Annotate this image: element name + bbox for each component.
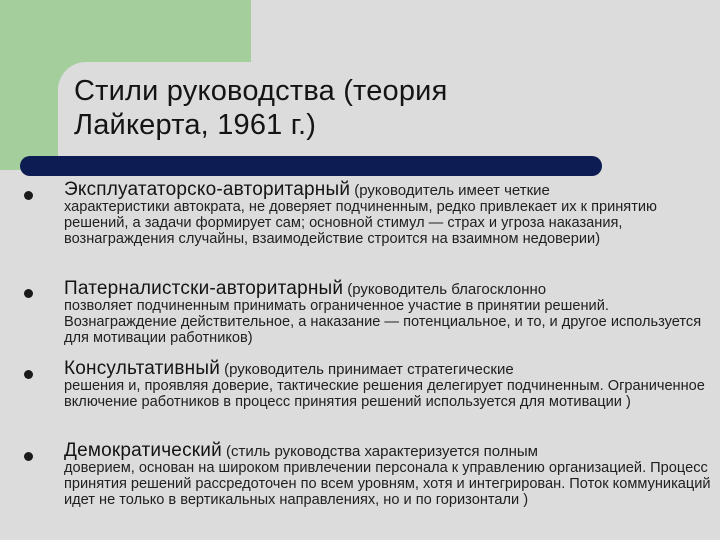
- slide-title-line-1: Стили руководства (теория: [74, 75, 448, 107]
- list-item-lead: (стиль руководства характеризуется полным: [225, 443, 538, 460]
- list-item-text: [64, 440, 714, 508]
- list-item-text: [64, 358, 714, 410]
- list-item-body: решения и, проявляя доверие, тактические решения делегирует подчиненным. Ограниченное включение работников в процесс принятия решений используется для мотивации ): [64, 378, 705, 410]
- bullet-icon: [24, 191, 33, 200]
- bullet-icon: [24, 452, 33, 461]
- bullet-icon: [24, 370, 33, 379]
- list-item-lead: (руководитель принимает стратегические: [224, 361, 514, 378]
- list-item-heading: Эксплуататорско-авторитарный: [64, 179, 351, 200]
- list-item-body: доверием, основан на широком привлечении персонала к управлению организацией. Процесс принятия решений рассредоточен по всем уровням, хотя и интегрирован. Поток коммуникаций идет не только в вертикальных направлениях, но и по горизонтали ): [64, 460, 711, 508]
- list-item-lead: (руководитель имеет четкие: [354, 182, 550, 199]
- list-item-body: позволяет подчиненным принимать ограниченное участие в принятии решений. Вознаграждение действительное, а наказание — потенциальное, и то, и другое используется для мотивации работников): [64, 298, 702, 346]
- list-item-text: [64, 179, 714, 247]
- list-item-heading: Демократический: [64, 440, 222, 461]
- list-item-lead: (руководитель благосклонно: [347, 281, 547, 298]
- list-item-heading: Патерналистски-авторитарный: [64, 278, 344, 299]
- list-item-text: [64, 278, 714, 346]
- bullet-icon: [24, 289, 33, 298]
- slide-title-line-2: Лайкерта, 1961 г.): [74, 109, 317, 141]
- list-item-heading: Консультативный: [64, 358, 221, 379]
- list-item-body: характеристики автократа, не доверяет подчиненным, редко привлекает их к принятию решений, а задачи формирует сам; основной стимул — страх и угроза наказания, вознаграждения случайны, взаимодействие строится на взаимном недоверии): [64, 199, 657, 247]
